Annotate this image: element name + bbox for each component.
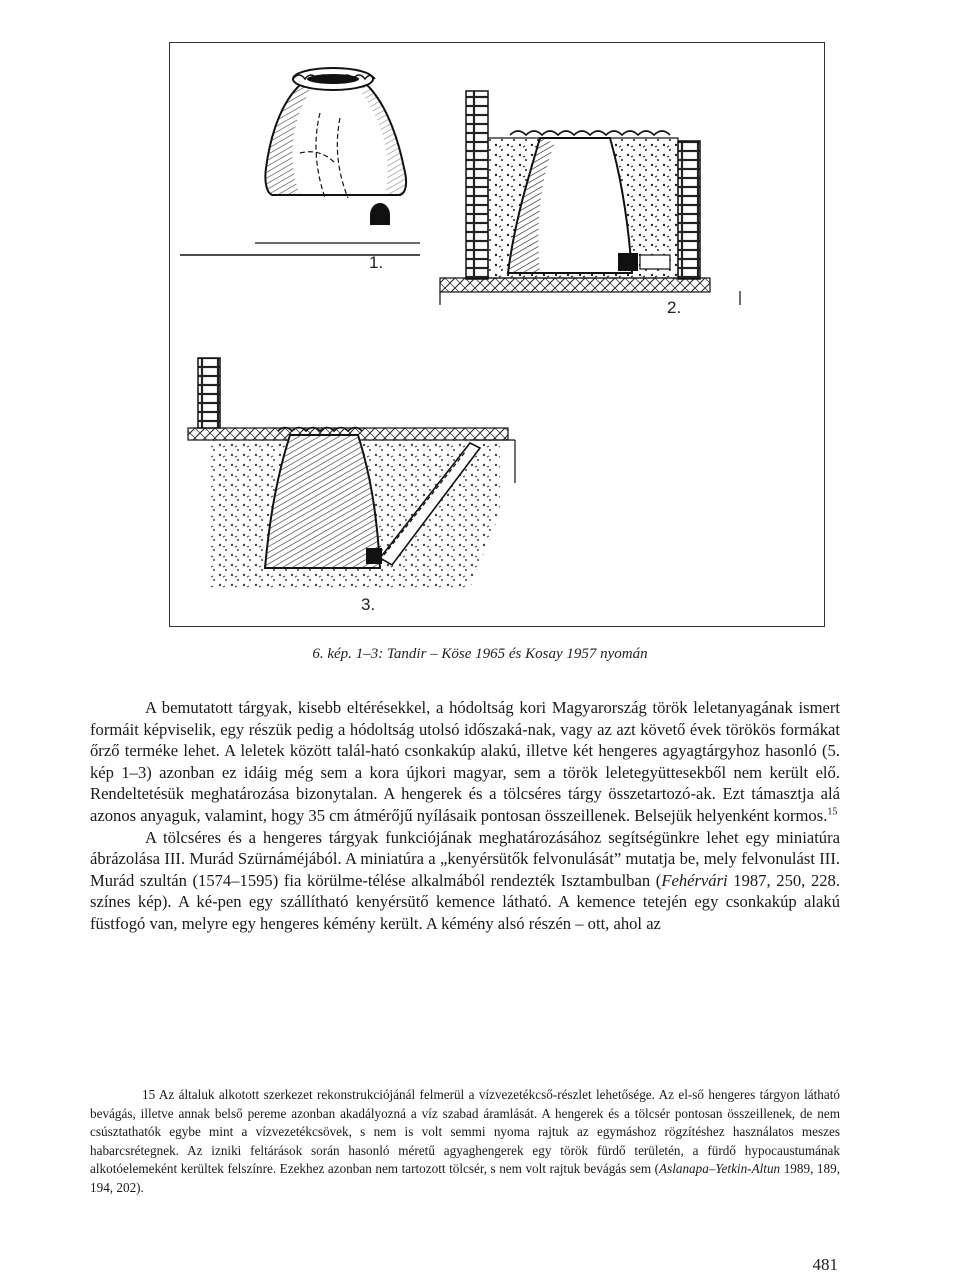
- figure-label-2: 2.: [667, 298, 682, 317]
- figure-label-1: 1.: [369, 253, 384, 272]
- paragraph-2-citation: Fehérvári: [661, 870, 728, 890]
- paragraph-2-text-a: A tölcséres és a hengeres tárgyak funkciójának meghatározásához segítségünkre lehet egy miniatúra ábrázolása III. Murád Szürnáméjából. A miniatúra a „kenyérsütők felvonulását” mutatja be, mely felvonulást III. Murád szultán (1574–1595) fia körülme-télése alkalmából rendezték Isztambulban (: [90, 827, 840, 890]
- page-number: 481: [812, 1255, 838, 1274]
- figure-label-3: 3.: [361, 595, 376, 614]
- paragraph-1-text: A bemutatott tárgyak, kisebb eltérésekkel, a hódoltság kori Magyarország török leletanyagának ismert formáit képviselik, egy részük pedig a hódoltság utolsó időszaká-nak, vagy az azt követő évek törökös formákat őrző terméke lehet. A leletek között talál-ható csonkakúp alakú, illetve két hengeres agyagtárgyhoz hasonló (5. kép 1–3) azonban ez idáig még sem a kora újkori magyar, sem a török leletegyüttesekből nem került elő. Rendeltetésük meghatározása bizonytalan. A hengerek és a tölcséres tárgy összetartozó-ak. Ezt támasztja alá azonos anyaguk, valamint, hogy 35 cm átmérőjű nyílásaik pontosan összeillenek. Belsejük helyenként kormos.: [90, 698, 840, 825]
- footnote-text-a: Az általuk alkotott szerkezet rekonstrukciójánál felmerül a vízvezetékcső-részlet lehetősége. Az el-ső hengeres tárgyon látható bevágás, illetve annak belső pereme azonban akadályozná a víz szabad áramlását. A hengerek és a tölcsér pontosan összeillenek, de nem csúsztathatók egybe mint a vízvezetékcsövek, s nem is volt semmi nyoma rajtuk az egymáshoz rögzítéshez használatos meszes habarcsrétegnek. Az izniki feltárások során hasonló méretű agyaghengerek egy török fürdő területén, a fürdő hypocaustumának alkotóelemeként kerültek felszínre. Ezekhez azonban nem tartozott tölcsér, s nem volt rajtuk bevágás sem (: [90, 1087, 840, 1176]
- paragraph-1: [90, 697, 840, 827]
- footnote-number: 15: [142, 1087, 156, 1102]
- drawing-1-oven: [180, 68, 420, 255]
- paragraph-2: [90, 827, 840, 935]
- footnotes: [90, 1086, 840, 1197]
- paragraph-2-text-b: 1987, 250, 228. színes kép). A ké-pen egy szállítható kenyérsütő kemence látható. A kemence tetején egy csonkakúp alakú füstfogó van, melyre egy hengeres kémény került. A kémény alsó részén – ott, ahol az: [90, 870, 841, 933]
- figure-caption: [0, 646, 960, 663]
- footnote-text-b: 1989, 189, 194, 202).: [90, 1161, 840, 1195]
- drawing-2-oven: [440, 91, 740, 305]
- footnote-citation: Aslanapa–Yetkin-Altun: [659, 1161, 781, 1176]
- drawing-3-oven: [188, 358, 515, 588]
- caption-number: 6. kép.: [312, 646, 352, 662]
- tandir-drawings: [170, 43, 826, 628]
- footnote-reference: 15: [827, 806, 838, 818]
- body-text: [90, 697, 840, 935]
- caption-text: 1–3: Tandir – Köse 1965 és Kosay 1957 nyomán: [355, 646, 648, 662]
- footnote-15: [90, 1086, 840, 1197]
- figure-frame: [169, 42, 825, 627]
